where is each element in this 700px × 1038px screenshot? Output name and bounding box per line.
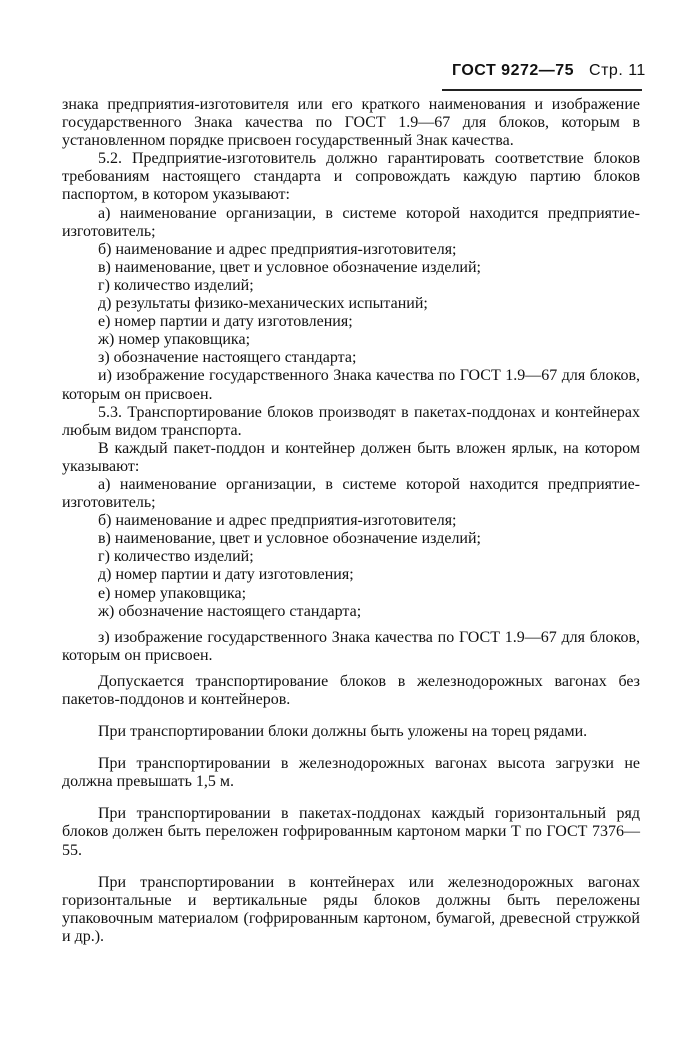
label-list-item-g: г) количество изделий; [98, 548, 254, 566]
label-list-item-b: б) наименование и адрес предприятия-изготовителя; [98, 512, 457, 530]
passport-list-item-zh: ж) номер упаковщика; [98, 331, 251, 349]
passport-list-item-e: е) номер партии и дату изготовления; [98, 313, 353, 331]
paragraph-pallets: При транспортировании в пакетах-поддонах каждый горизонтальный ряд блоков должен быть переложен гофрированным картоном марки Т по ГОСТ 7376—55. [62, 805, 640, 859]
paragraph-rail-allowed: Допускается транспортирование блоков в железнодорожных вагонах без пакетов-поддонов и контейнеров. [62, 672, 640, 708]
paragraph-containers: При транспортировании в контейнерах или железнодорожных вагонах горизонтальные и вертикальные ряды блоков должны быть переложены упаковочным материалом (гофрированным картоном, бумагой, древесной стружкой и др.). [62, 873, 640, 945]
page-header [452, 62, 646, 80]
paragraph-on-edge: При транспортировании блоки должны быть уложены на торец рядами. [98, 723, 588, 741]
label-list-item-e: е) номер упаковщика; [98, 584, 247, 602]
passport-list-item-b: б) наименование и адрес предприятия-изготовителя; [98, 240, 457, 258]
paragraph-label-intro: В каждый пакет-поддон и контейнер должен быть вложен ярлык, на котором указывают: [62, 439, 640, 475]
label-list-item-v: в) наименование, цвет и условное обозначение изделий; [98, 530, 481, 548]
label-list-item-a: а) наименование организации, в системе которой находится предприятие-изготовитель; [62, 475, 640, 512]
passport-list-item-i: и) изображение государственного Знака качества по ГОСТ 1.9—67 для блоков, которым он присвоен. [62, 367, 640, 403]
page-number: Стр. 11 [589, 62, 646, 79]
standard-number: ГОСТ 9272—75 [452, 62, 575, 79]
passport-list-item-z: з) обозначение настоящего стандарта; [98, 349, 357, 367]
passport-list-item-g: г) количество изделий; [98, 276, 254, 294]
paragraph-5-2: 5.2. Предприятие-изготовитель должно гарантировать соответствие блоков требованиям настоящего стандарта и сопровождать каждую партию блоков паспортом, в котором указывают: [62, 150, 640, 204]
paragraph-load-height: При транспортировании в железнодорожных вагонах высота загрузки не должна превышать 1,5 м. [62, 755, 640, 791]
paragraph-continuation: знака предприятия-изготовителя или его краткого наименования и изображение государственного Знака качества по ГОСТ 1.9—67 для блоков, которым в установленном порядке присвоен государственный Знак качества. [62, 96, 640, 150]
label-list-item-d: д) номер партии и дату изготовления; [98, 566, 354, 584]
label-list-item-zh: ж) обозначение настоящего стандарта; [98, 602, 362, 620]
document-body [62, 96, 640, 946]
label-list-item-z: з) изображение государственного Знака качества по ГОСТ 1.9—67 для блоков, которым он присвоен. [62, 628, 640, 664]
paragraph-5-3: 5.3. Транспортирование блоков производят в пакетах-поддонах и контейнерах любым видом транспорта. [62, 403, 640, 439]
header-rule [442, 89, 642, 91]
passport-list-item-v: в) наименование, цвет и условное обозначение изделий; [98, 258, 481, 276]
passport-list-item-a: а) наименование организации, в системе которой находится предприятие-изготовитель; [62, 204, 640, 240]
passport-list-item-d: д) результаты физико-механических испытаний; [98, 295, 428, 313]
